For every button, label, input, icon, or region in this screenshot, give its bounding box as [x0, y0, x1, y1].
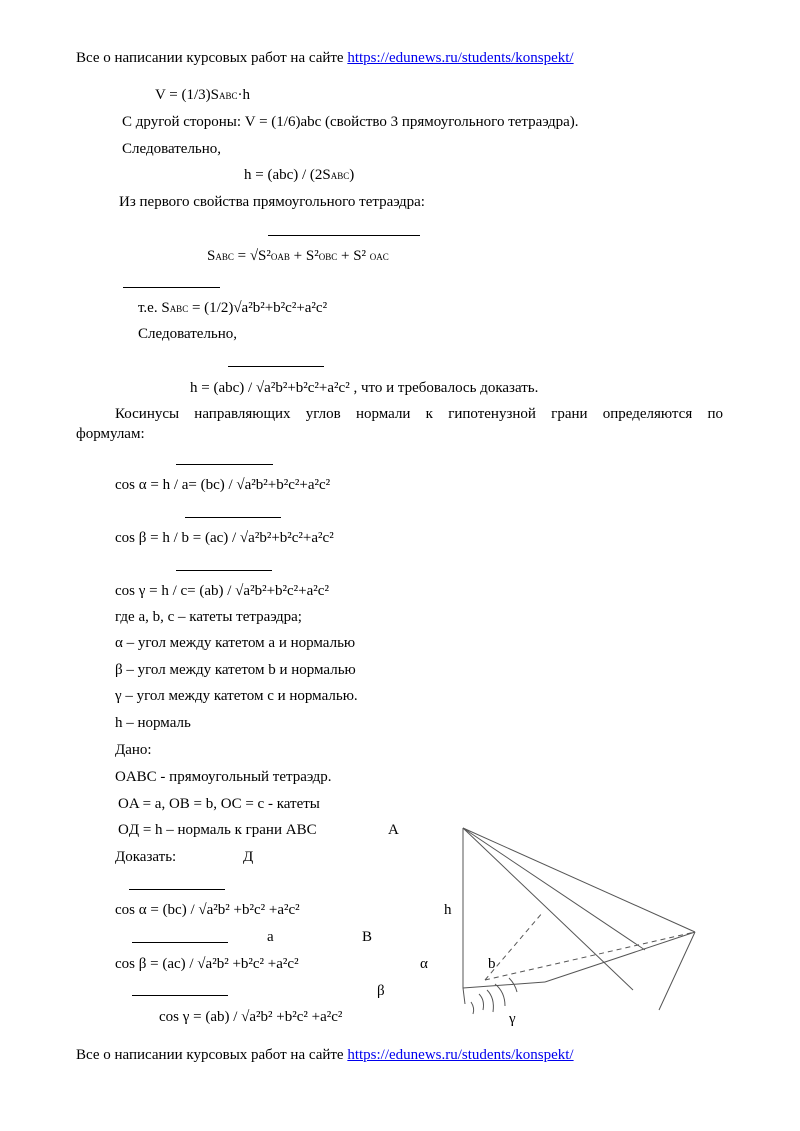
legs-line: OA = a, OB = b, OC = c - катеты — [118, 796, 320, 812]
ie-part: т.е. S — [138, 300, 170, 316]
s-abc-part: + S² — [289, 248, 319, 264]
figure-dashed-edge — [485, 912, 543, 980]
h-abc-part: h = (abc) / (2S — [244, 167, 331, 183]
first-property-line: Из первого свойства прямоугольного тетраэдра: — [119, 194, 425, 210]
label-gamma: γ — [509, 1011, 516, 1027]
ie-formula — [138, 299, 327, 318]
gamma-def: γ – угол между катетом c и нормалью. — [115, 688, 358, 704]
footer-link[interactable]: https://edunews.ru/students/konspekt/ — [347, 1047, 574, 1063]
footer-prefix: Все о написании курсовых работ на сайте — [76, 1047, 348, 1063]
prove-cos-alpha: cos α = (bc) / √a²b² +b²c² +a²c² — [115, 902, 300, 918]
figure-edge — [463, 982, 545, 988]
overline — [132, 995, 228, 996]
overline — [228, 366, 324, 367]
h-result-line: h = (abc) / √a²b²+b²c²+a²c² , что и требовалось доказать. — [190, 380, 539, 396]
angle-arc — [479, 994, 484, 1010]
other-side-line: С другой стороны: V = (1/6)abc (свойство 3 прямоугольного тетраэдра). — [122, 114, 579, 130]
s-abc-sub: OBC — [318, 252, 338, 262]
prove-cos-gamma: cos γ = (ab) / √a²b² +b²c² +a²c² — [159, 1009, 343, 1025]
figure-edge — [659, 932, 695, 1010]
cos-alpha-formula: cos α = h / a= (bc) / √a²b²+b²c²+a²c² — [115, 477, 331, 493]
volume-formula-part: V = (1/3)S — [155, 87, 220, 103]
ie-part: = (1/2)√a²b²+b²c²+a²c² — [188, 300, 328, 316]
therefore-line-1: Следовательно, — [122, 141, 222, 157]
label-alpha: α — [420, 956, 428, 972]
figure-edge — [545, 932, 695, 982]
label-beta: β — [377, 983, 385, 999]
figure-dashed-edge — [485, 932, 695, 980]
od-line: OД = h – нормаль к грани ABC — [118, 822, 317, 838]
h-abc-formula — [244, 166, 354, 185]
overline — [185, 517, 281, 518]
overline — [123, 287, 220, 288]
s-abc-part: + S² — [337, 248, 370, 264]
ie-sub: ABC — [169, 304, 189, 314]
cos-gamma-formula: cos γ = h / c= (ab) / √a²b²+b²c²+a²c² — [115, 583, 329, 599]
overline — [129, 889, 225, 890]
figure-edge — [463, 828, 645, 950]
prove-line: Доказать: — [115, 849, 177, 865]
h-abc-part: ) — [349, 167, 355, 183]
figure-edge — [463, 828, 695, 932]
oabc-line: OABC - прямоугольный тетраэдр. — [115, 769, 332, 785]
volume-formula — [155, 86, 250, 105]
overline — [132, 942, 228, 943]
label-a: a — [267, 929, 274, 945]
label-B: B — [362, 929, 373, 945]
angle-arc — [495, 984, 505, 1006]
label-D: Д — [243, 849, 254, 865]
overline — [268, 235, 420, 236]
footer-line — [76, 1046, 574, 1064]
angle-arc — [471, 1002, 474, 1014]
label-b: b — [488, 956, 496, 972]
header-prefix: Все о написании курсовых работ на сайте — [76, 50, 348, 66]
given-line: Дано: — [115, 742, 152, 758]
where-line: где a, b, c – катеты тетраэдра; — [115, 609, 302, 625]
s-abc-sub: OAC — [369, 252, 389, 262]
h-abc-sub: ABC — [330, 171, 350, 181]
figure-edge — [463, 988, 465, 1004]
tetrahedron-figure — [455, 820, 705, 1030]
prove-cos-beta: cos β = (ac) / √a²b² +b²c² +a²c² — [115, 956, 299, 972]
s-abc-formula — [207, 247, 389, 266]
volume-formula-part: ·h — [237, 87, 251, 103]
label-h: h — [444, 902, 452, 918]
s-abc-part: = √S² — [233, 248, 271, 264]
overline — [176, 570, 272, 571]
angle-arc — [487, 990, 493, 1012]
beta-def: β – угол между катетом b и нормалью — [115, 662, 356, 678]
volume-formula-sub: ABC — [219, 91, 238, 101]
cos-beta-formula: cos β = h / b = (ac) / √a²b²+b²c²+a²c² — [115, 530, 334, 546]
cosines-intro-2: формулам: — [76, 426, 145, 442]
header-link[interactable]: https://edunews.ru/students/konspekt/ — [347, 50, 574, 66]
alpha-def: α – угол между катетом a и нормалью — [115, 635, 356, 651]
label-A: A — [388, 822, 399, 838]
cosines-intro: Косинусы направляющих углов нормали к гипотенузной грани определяются по — [115, 406, 723, 422]
overline — [176, 464, 273, 465]
s-abc-sub: OAB — [270, 252, 290, 262]
s-abc-sub: ABC — [215, 252, 234, 262]
header-line — [76, 49, 574, 67]
therefore-line-2: Следовательно, — [138, 326, 238, 342]
h-def: h – нормаль — [115, 715, 191, 731]
s-abc-part: S — [207, 248, 216, 264]
